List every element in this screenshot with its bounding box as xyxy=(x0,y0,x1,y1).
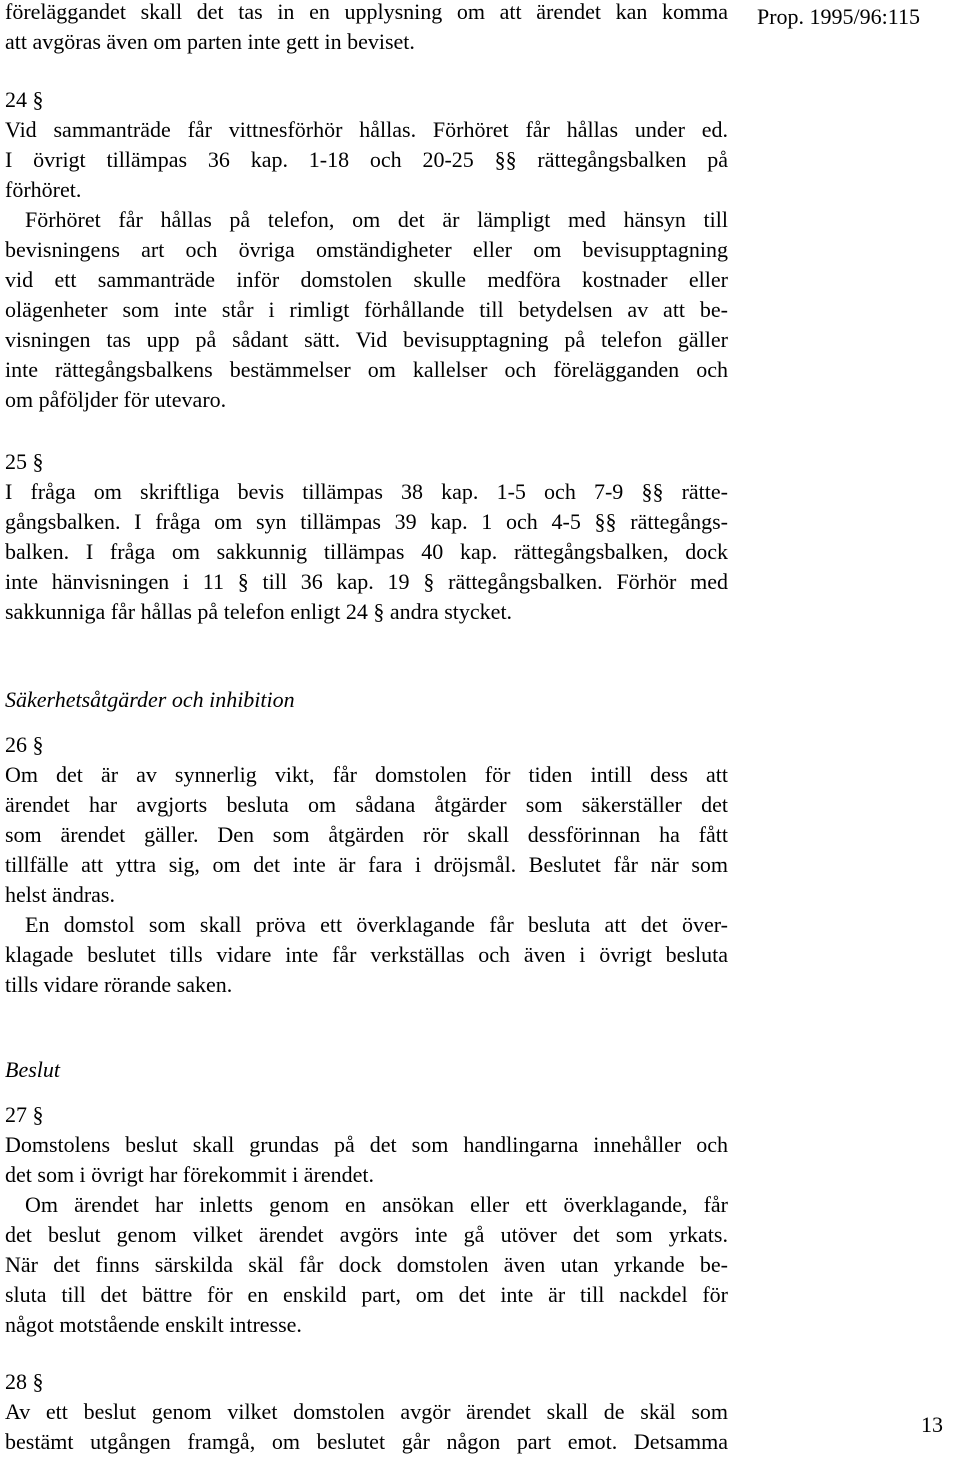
section-b0 xyxy=(5,0,728,57)
section-heading: Säkerhetsåtgärder och inhibition xyxy=(5,687,295,712)
text-line: En domstol som skall pröva ett överklagande får besluta att det över- xyxy=(25,912,728,937)
paragraph-number: 25 § xyxy=(5,449,44,474)
text-line: Förhöret får hållas på telefon, om det är lämpligt med hänsyn till xyxy=(25,207,728,232)
page-number: 13 xyxy=(921,1412,943,1437)
section-s25 xyxy=(5,447,728,627)
section-s28 xyxy=(5,1367,728,1457)
text-line: klagade beslutet tills vidare inte får verkställas och även i övrigt besluta xyxy=(5,942,728,967)
text-line: att avgöras även om parten inte gett in beviset. xyxy=(5,29,415,54)
text-line: Av ett beslut genom vilket domstolen avgör ärendet skall de skäl som xyxy=(5,1399,728,1424)
paragraph-number: 28 § xyxy=(5,1369,44,1394)
text-line: bevisningens art och övriga omständigheter eller om bevisupptagning xyxy=(5,237,728,262)
text-line: tillfälle att yttra sig, om det inte är fara i dröjsmål. Beslutet får när som xyxy=(5,852,728,877)
text-line: föreläggandet skall det tas in en upplysning om att ärendet kan komma xyxy=(5,0,728,24)
text-line: Vid sammanträde får vittnesförhör hållas. Förhöret får hållas under ed. xyxy=(5,117,728,142)
text-line: sluta till det bättre för en enskild part, om det inte är till nackdel för xyxy=(5,1282,728,1307)
text-line: gångsbalken. I fråga om syn tillämpas 39 kap. 1 och 4-5 §§ rättegångs- xyxy=(5,509,728,534)
text-line: vid ett sammanträde inför domstolen skulle medföra kostnader eller xyxy=(5,267,728,292)
paragraph-number: 27 § xyxy=(5,1102,44,1127)
section-s24 xyxy=(5,85,728,415)
text-line: helst ändras. xyxy=(5,882,115,907)
text-line: sakkunniga får hållas på telefon enligt 24 § andra stycket. xyxy=(5,599,513,624)
text-line: balken. I fråga om sakkunnig tillämpas 40 kap. rättegångsbalken, dock xyxy=(5,539,728,564)
text-line: Domstolens beslut skall grundas på det som handlingarna innehåller och xyxy=(5,1132,728,1157)
text-line: inte hänvisningen i 11 § till 36 kap. 19 § rättegångsbalken. Förhör med xyxy=(5,569,728,594)
text-line: något motstående enskilt intresse. xyxy=(5,1312,302,1337)
text-line: som ärendet gäller. Den som åtgärden rör skall dessförinnan ha fått xyxy=(5,822,728,847)
text-line: visningen tas upp på sådant sätt. Vid bevisupptagning på telefon gäller xyxy=(5,327,728,352)
text-line: olägenheter som inte står i rimligt förhållande till betydelsen av att be- xyxy=(5,297,728,322)
section-s26 xyxy=(5,685,728,1000)
paragraph-number: 26 § xyxy=(5,732,44,757)
text-line: Om ärendet har inletts genom en ansökan eller ett överklagande, får xyxy=(25,1192,728,1217)
paragraph-number: 24 § xyxy=(5,87,44,112)
text-line: bestämt utgången framgå, om beslutet går någon part emot. Detsamma xyxy=(5,1429,728,1454)
text-line: I övrigt tillämpas 36 kap. 1-18 och 20-25 §§ rättegångsbalken på xyxy=(5,147,728,172)
text-line: det beslut genom vilket ärendet avgörs inte gå utöver det som yrkats. xyxy=(5,1222,728,1247)
section-s27 xyxy=(5,1055,728,1340)
text-line: förhöret. xyxy=(5,177,82,202)
text-line: det som i övrigt har förekommit i ärendet. xyxy=(5,1162,375,1187)
text-line: I fråga om skriftliga bevis tillämpas 38 kap. 1-5 och 7-9 §§ rätte- xyxy=(5,479,728,504)
text-line: tills vidare rörande saken. xyxy=(5,972,233,997)
text-line: När det finns särskilda skäl får dock domstolen även utan yrkande be- xyxy=(5,1252,728,1277)
text-line: Om det är av synnerlig vikt, får domstolen för tiden intill dess att xyxy=(5,762,728,787)
text-line: ärendet har avgjorts besluta om sådana åtgärder som säkerställer det xyxy=(5,792,728,817)
text-line: inte rättegångsbalkens bestämmelser om kallelser och förelägganden och xyxy=(5,357,728,382)
section-heading: Beslut xyxy=(5,1057,60,1082)
document-reference: Prop. 1995/96:115 xyxy=(757,4,920,29)
text-line: om påföljder för utevaro. xyxy=(5,387,227,412)
